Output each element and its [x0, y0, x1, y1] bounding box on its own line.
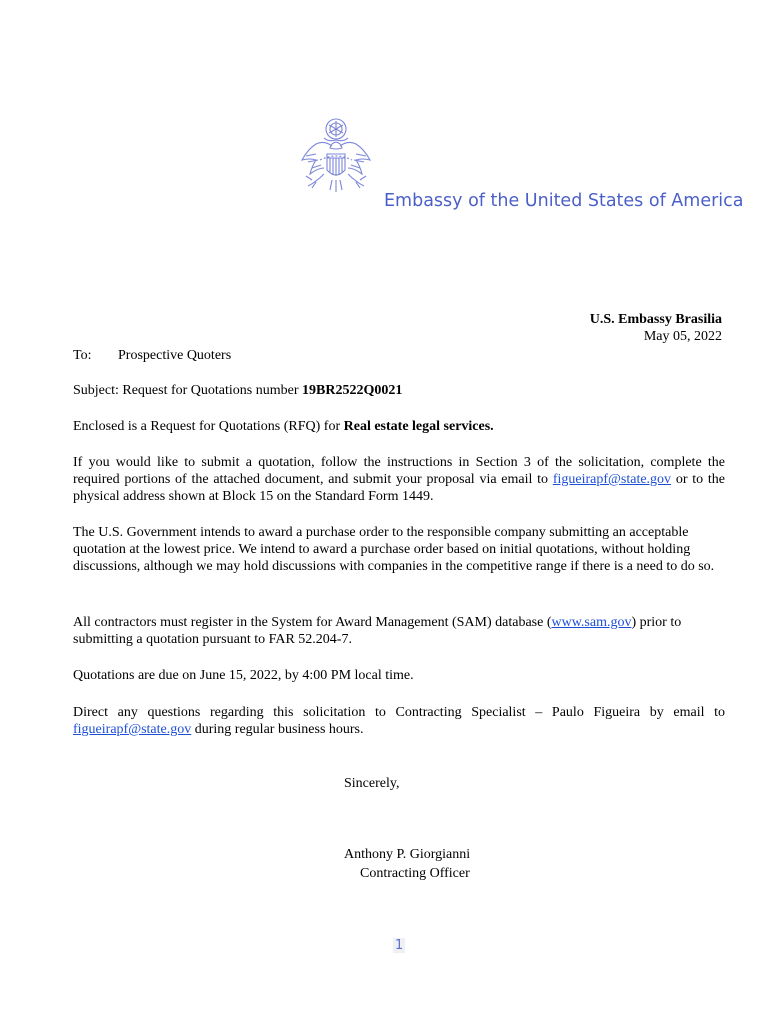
paragraph-sam	[73, 614, 725, 648]
paragraph-sam-text: All contractors must register in the System for Award Management (SAM) database (	[73, 615, 552, 630]
paragraph-instructions	[73, 454, 725, 505]
paragraph-instructions-tail: or to the physical address shown at Block 15 on the Standard Form 1449.	[73, 472, 725, 504]
paragraph-sam-tail: ) prior to submitting a quotation pursuant to FAR 52.204-7.	[73, 615, 682, 647]
rfq-number: 19BR2522Q0021	[302, 383, 403, 398]
contact-email-link[interactable]: figueirapf@state.gov	[73, 722, 192, 737]
recipient-label: To:	[73, 348, 92, 363]
recipient-value: Prospective Quoters	[118, 348, 232, 363]
sender-name: U.S. Embassy Brasilia	[589, 312, 722, 327]
sam-link[interactable]: www.sam.gov	[551, 615, 632, 630]
email-link[interactable]: figueirapf@state.gov	[552, 472, 672, 487]
paragraph-questions	[73, 704, 725, 738]
great-seal-icon	[294, 116, 378, 202]
paragraph-questions-text: Direct any questions regarding this solicitation to Contracting Specialist – Paulo Figueira by email to	[73, 705, 725, 720]
recipient-line	[73, 347, 231, 364]
rfq-line	[73, 418, 494, 435]
rfq-service: Real estate legal services.	[343, 419, 494, 434]
page-number: 1	[395, 938, 404, 953]
paragraph-instructions-text: If you would like to submit a quotation, follow the instructions in Section 3 of the solicitation, complete the required portions of the attached document, and submit your proposal via email to	[73, 455, 725, 487]
paragraph-award: The U.S. Government intends to award a purchase order to the responsible company submitting an acceptable quotation at the lowest price. We intend to award a purchase order based on initial quotations, without holding discussions, although we may hold discussions with companies in the competitive range if there is a need to do so.	[73, 525, 715, 574]
paragraph-due-date: Quotations are due on June 15, 2022, by 4:00 PM local time.	[73, 668, 414, 683]
paragraph-questions-tail: during regular business hours.	[191, 722, 364, 737]
rfq-prefix: Enclosed is a Request for Quotations (RFQ) for	[73, 419, 344, 434]
letterhead-title: Embassy of the United States of America	[384, 191, 744, 211]
signatory-title: Contracting Officer	[360, 866, 470, 881]
subject-line	[73, 382, 402, 399]
closing-salutation: Sincerely,	[344, 776, 400, 791]
signatory-name: Anthony P. Giorgianni	[344, 847, 471, 862]
letter-date: May 05, 2022	[643, 329, 722, 344]
subject-prefix: Subject: Request for Quotations number	[73, 383, 303, 398]
